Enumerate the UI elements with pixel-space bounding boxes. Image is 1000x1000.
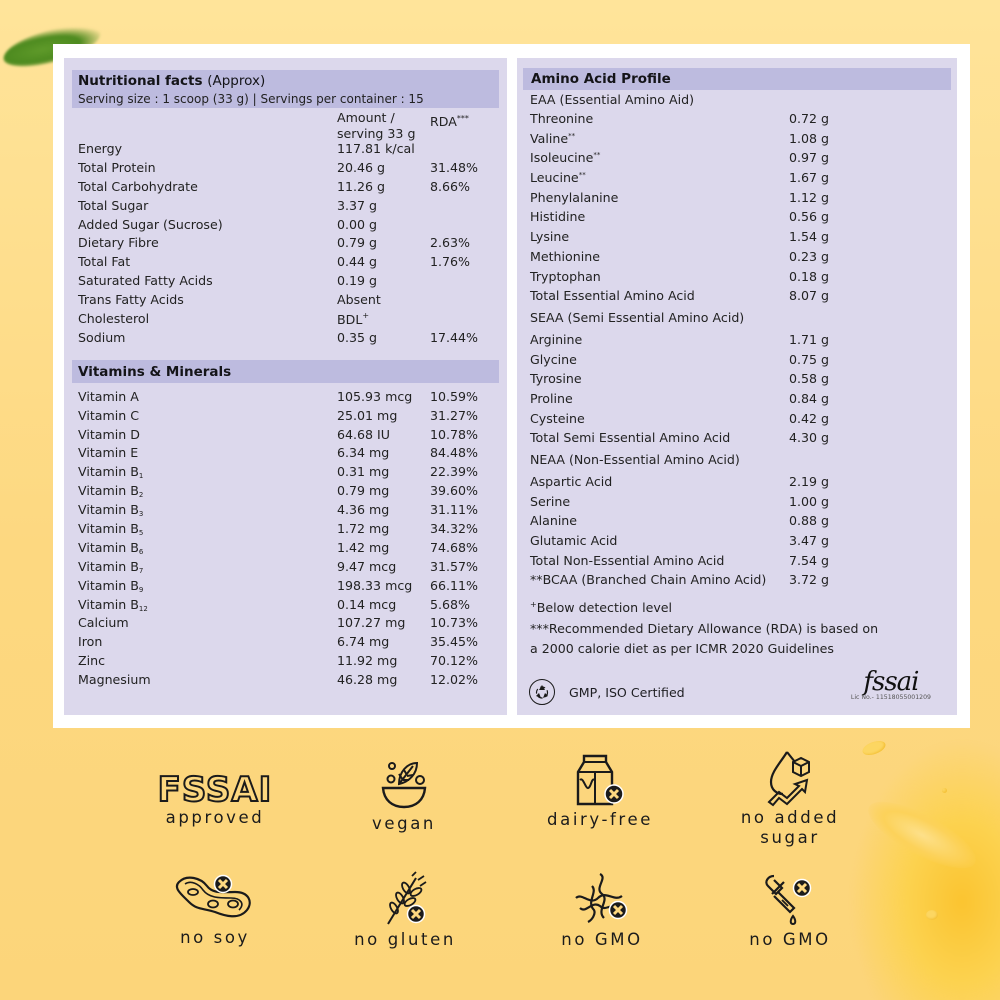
vitamin-amount: 64.68 IU (337, 426, 390, 442)
nutrient-amount: 0.79 g (337, 235, 378, 251)
nutrient-name: Total Protein (78, 159, 156, 175)
dna-icon (572, 872, 632, 926)
nutrition-title-suffix: (Approx) (207, 73, 266, 89)
amino-amount: 0.56 g (789, 209, 830, 225)
amino-row (517, 130, 957, 150)
amino-row (517, 169, 957, 189)
amino-row (517, 189, 957, 209)
nutrient-name: Added Sugar (Sucrose) (78, 216, 223, 232)
vitamin-name: Vitamin A (78, 388, 139, 404)
nutrient-name: Cholesterol (78, 311, 150, 327)
juice-splash-decoration (850, 740, 1000, 1000)
vitamin-row (64, 558, 507, 577)
vitamin-rda: 31.57% (430, 558, 479, 574)
vitamin-name: Vitamin C (78, 407, 140, 423)
nutrition-row (64, 234, 507, 253)
vitamin-name: Vitamin $B_5$ (78, 521, 144, 538)
salad-bowl-icon (377, 758, 431, 810)
nutrient-amount: Absent (337, 292, 381, 308)
amount-column-header: Amount / serving 33 g (337, 110, 416, 141)
vitamin-name: Iron (78, 634, 103, 650)
juice-droplet (926, 910, 938, 920)
vitamin-name: Vitamin $B_6$ (78, 539, 144, 556)
amino-amount: 1.08 g (789, 130, 830, 146)
nutrition-column-headers (64, 108, 507, 140)
vitamin-amount: 105.93 mcg (337, 388, 413, 404)
nutrition-header (72, 70, 499, 108)
amino-amount: 1.12 g (789, 189, 830, 205)
vitamins-header (72, 360, 499, 383)
vitamin-row (64, 463, 507, 482)
vitamin-amount: 4.36 mg (337, 502, 390, 518)
amino-name: Leucine** (530, 170, 586, 186)
amino-amount: 0.75 g (789, 351, 830, 367)
amino-row (517, 149, 957, 169)
amino-name: Tyrosine (530, 371, 582, 387)
vitamin-name: Magnesium (78, 672, 151, 688)
vitamin-amount: 1.42 mg (337, 539, 390, 555)
amino-panel (517, 58, 957, 715)
amino-row (517, 493, 957, 513)
vitamin-rda: 5.68% (430, 596, 471, 612)
badge-no-gmo-dropper: no GMO (740, 872, 840, 950)
eaa-group-label: EAA (Essential Amino Aid) (530, 92, 695, 107)
amino-amount: 1.67 g (789, 170, 830, 186)
nutrition-row (64, 291, 507, 310)
nutrition-card (53, 44, 970, 728)
amino-amount: 2.19 g (789, 474, 830, 489)
nutrient-rda: 31.48% (430, 159, 479, 175)
sugar-drop-icon (765, 748, 815, 808)
fssai-wordmark: FSSAI (157, 770, 273, 810)
vitamin-rda: 74.68% (430, 539, 479, 555)
amino-name: Lysine (530, 229, 570, 245)
badge-no-soy: no soy (160, 872, 270, 948)
amino-name: Phenylalanine (530, 189, 619, 205)
eaa-rows (517, 110, 957, 307)
amino-amount: 0.72 g (789, 111, 830, 126)
vitamin-row (64, 652, 507, 671)
certification-label: GMP, ISO Certified (569, 684, 685, 700)
nutrient-name: Saturated Fatty Acids (78, 273, 213, 289)
amino-row (517, 110, 957, 130)
nutrient-rda: 2.63% (430, 235, 471, 251)
nutrition-row (64, 329, 507, 348)
amino-name: Threonine (530, 111, 594, 126)
fssai-license-number: Lic No.- 11518055001209 (850, 694, 931, 701)
vitamin-row (64, 388, 507, 407)
amino-row (517, 429, 957, 449)
amino-amount: 4.30 g (789, 430, 830, 446)
amino-amount: 1.54 g (789, 229, 830, 245)
amino-amount: 3.72 g (789, 572, 830, 588)
amino-name: Serine (530, 493, 571, 509)
amino-amount: 0.23 g (789, 248, 830, 264)
nutrition-row (64, 178, 507, 197)
amino-amount: 3.47 g (789, 533, 830, 549)
vitamin-amount: 46.28 mg (337, 672, 398, 688)
vitamin-amount: 25.01 mg (337, 407, 398, 423)
nutrient-name: Trans Fatty Acids (78, 292, 184, 308)
rda-note-line2: a 2000 calorie diet as per ICMR 2020 Guidelines (530, 641, 834, 657)
nutrient-name: Sodium (78, 329, 126, 345)
soybean-icon (173, 872, 257, 924)
amino-name: Cysteine (530, 410, 585, 426)
amino-name: Tryptophan (530, 268, 601, 284)
nutrient-name: Total Fat (78, 254, 131, 270)
vitamin-name: Vitamin $B_7$ (78, 558, 144, 575)
vitamin-row (64, 444, 507, 463)
nutrient-rda: 1.76% (430, 254, 471, 270)
neaa-group-label: NEAA (Non-Essential Amino Acid) (530, 452, 740, 467)
vitamin-rda: 84.48% (430, 445, 479, 461)
badge-no-gmo-dna: no GMO (552, 872, 652, 950)
nutrient-amount: 0.00 g (337, 216, 378, 232)
nutrient-amount: 20.46 g (337, 159, 386, 175)
amino-name: Arginine (530, 331, 583, 347)
vitamin-row (64, 520, 507, 539)
amino-amount: 0.58 g (789, 371, 830, 387)
vitamin-name: Vitamin $B_3$ (78, 502, 144, 519)
nutrient-name: Dietary Fibre (78, 235, 159, 251)
vitamin-row (64, 596, 507, 615)
amino-row (517, 248, 957, 268)
amino-name: Valine** (530, 130, 576, 146)
vitamin-rda: 39.60% (430, 483, 479, 499)
amino-name: Glycine (530, 351, 577, 367)
seaa-group-label: SEAA (Semi Essential Amino Acid) (530, 309, 745, 325)
amino-row (517, 287, 957, 307)
vitamin-amount: 1.72 mg (337, 521, 390, 537)
fssai-logo: fssai Lic No.- 11518055001209 (850, 667, 931, 701)
amino-name: Histidine (530, 209, 586, 225)
vitamin-row (64, 614, 507, 633)
vitamin-rda: 31.11% (430, 502, 479, 518)
dropper-icon (760, 872, 820, 926)
vitamin-name: Vitamin D (78, 426, 140, 442)
nutrition-row (64, 272, 507, 291)
vitamin-name: Zinc (78, 653, 106, 669)
amino-amount: 0.88 g (789, 513, 830, 529)
wheat-icon (380, 870, 430, 926)
rda-note-line1: ***Recommended Dietary Allowance (RDA) is based on (530, 620, 879, 636)
juice-droplet (942, 788, 947, 793)
vitamin-name: Vitamin $B_{12}$ (78, 596, 148, 613)
vitamin-amount: 6.74 mg (337, 634, 390, 650)
amino-row (517, 370, 957, 390)
vitamin-row (64, 407, 507, 426)
nutrition-row (64, 140, 507, 159)
badge-fssai-approved: FSSAI approved (150, 772, 280, 828)
amino-row (517, 228, 957, 248)
amino-row (517, 571, 957, 591)
nutrient-amount: 3.37 g (337, 197, 378, 213)
neaa-rows (517, 473, 957, 591)
vitamin-rda: 66.11% (430, 577, 479, 593)
nutrition-row (64, 197, 507, 216)
nutrient-rda: 8.66% (430, 178, 471, 194)
amino-header (523, 68, 951, 90)
vitamin-amount: 107.27 mg (337, 615, 406, 631)
bdl-note: +Below detection level (530, 600, 673, 616)
amino-row (517, 473, 957, 493)
vitamin-rda: 31.27% (430, 407, 479, 423)
vitamin-rda: 22.39% (430, 464, 479, 480)
vitamin-row (64, 633, 507, 652)
amino-amount: 0.42 g (789, 410, 830, 426)
amino-name: Isoleucine** (530, 150, 601, 166)
seaa-rows (517, 331, 957, 449)
nutrition-rows (64, 140, 507, 348)
vitamins-title: Vitamins & Minerals (78, 363, 232, 380)
amino-row (517, 331, 957, 351)
amino-name: Alanine (530, 513, 578, 529)
vitamin-rda: 70.12% (430, 653, 479, 669)
amino-name: Methionine (530, 248, 600, 264)
nutrient-amount: 0.35 g (337, 329, 378, 345)
nutrient-rda: 17.44% (430, 329, 479, 345)
amino-name: Total Essential Amino Acid (530, 288, 695, 304)
vitamin-amount: 6.34 mg (337, 445, 390, 461)
amino-amount: 7.54 g (789, 552, 830, 568)
vitamin-name: Vitamin $B_2$ (78, 483, 144, 500)
vitamin-row (64, 539, 507, 558)
vitamin-name: Vitamin $B_1$ (78, 464, 144, 481)
nutrition-row (64, 216, 507, 235)
vitamin-rda: 35.45% (430, 634, 479, 650)
badge-vegan: vegan (358, 758, 450, 834)
amino-amount: 0.18 g (789, 268, 830, 284)
nutrition-row (64, 159, 507, 178)
vitamin-row (64, 577, 507, 596)
vitamin-rda: 12.02% (430, 672, 479, 688)
serving-info: Serving size : 1 scoop (33 g) | Servings per container : 15 (78, 92, 424, 106)
vitamin-amount: 0.79 mg (337, 483, 390, 499)
amino-row (517, 268, 957, 288)
nutrient-amount: 117.81 k/cal (337, 141, 415, 156)
vitamin-rda: 10.73% (430, 615, 479, 631)
amino-name: Aspartic Acid (530, 474, 613, 489)
amino-row (517, 351, 957, 371)
nutrient-amount: 11.26 g (337, 178, 386, 194)
nutrition-panel (64, 58, 507, 715)
rda-column-header: RDA*** (430, 114, 469, 129)
vitamin-rows (64, 388, 507, 690)
amino-row (517, 552, 957, 572)
vitamin-amount: 0.14 mcg (337, 596, 397, 612)
vitamin-row (64, 671, 507, 690)
badge-no-added-sugar: no added sugar (730, 748, 850, 848)
milk-carton-icon (572, 750, 628, 808)
vitamin-row (64, 426, 507, 445)
vitamin-name: Calcium (78, 615, 129, 631)
amino-name: Total Semi Essential Amino Acid (530, 430, 731, 446)
amino-amount: 1.71 g (789, 331, 830, 347)
amino-row (517, 410, 957, 430)
amino-row (517, 512, 957, 532)
amino-name: Glutamic Acid (530, 533, 618, 549)
amino-name: **BCAA (Branched Chain Amino Acid) (530, 572, 767, 588)
vitamin-amount: 198.33 mcg (337, 577, 413, 593)
nutrient-name: Total Sugar (78, 197, 149, 213)
nutrient-name: Total Carbohydrate (78, 178, 198, 194)
vitamin-rda: 10.59% (430, 388, 479, 404)
nutrition-row (64, 253, 507, 272)
nutrient-name: Energy (78, 141, 123, 156)
vitamin-amount: 0.31 mg (337, 464, 390, 480)
amino-amount: 0.84 g (789, 390, 830, 406)
nutrient-amount: 0.44 g (337, 254, 378, 270)
amino-name: Total Non-Essential Amino Acid (530, 552, 725, 568)
vitamin-name: Vitamin $B_9$ (78, 577, 144, 594)
vitamin-rda: 34.32% (430, 521, 479, 537)
vitamin-row (64, 482, 507, 501)
nutrient-amount: BDL+ (337, 311, 370, 328)
nutrition-row (64, 310, 507, 329)
amino-row (517, 390, 957, 410)
recycle-icon (529, 679, 555, 705)
amino-title: Amino Acid Profile (531, 71, 671, 87)
nutrition-title: Nutritional facts (Approx) (78, 73, 266, 89)
amino-amount: 0.97 g (789, 150, 830, 166)
amino-amount: 8.07 g (789, 288, 830, 304)
vitamin-row (64, 501, 507, 520)
certification (529, 679, 685, 705)
vitamin-name: Vitamin E (78, 445, 139, 461)
amino-row (517, 532, 957, 552)
vitamin-amount: 9.47 mcg (337, 558, 397, 574)
vitamin-amount: 11.92 mg (337, 653, 398, 669)
amino-name: Proline (530, 390, 573, 406)
amino-amount: 1.00 g (789, 493, 830, 509)
vitamin-rda: 10.78% (430, 426, 479, 442)
badge-dairy-free: dairy-free (540, 750, 660, 830)
nutrient-amount: 0.19 g (337, 273, 378, 289)
badge-no-gluten: no gluten (345, 870, 465, 950)
amino-row (517, 208, 957, 228)
